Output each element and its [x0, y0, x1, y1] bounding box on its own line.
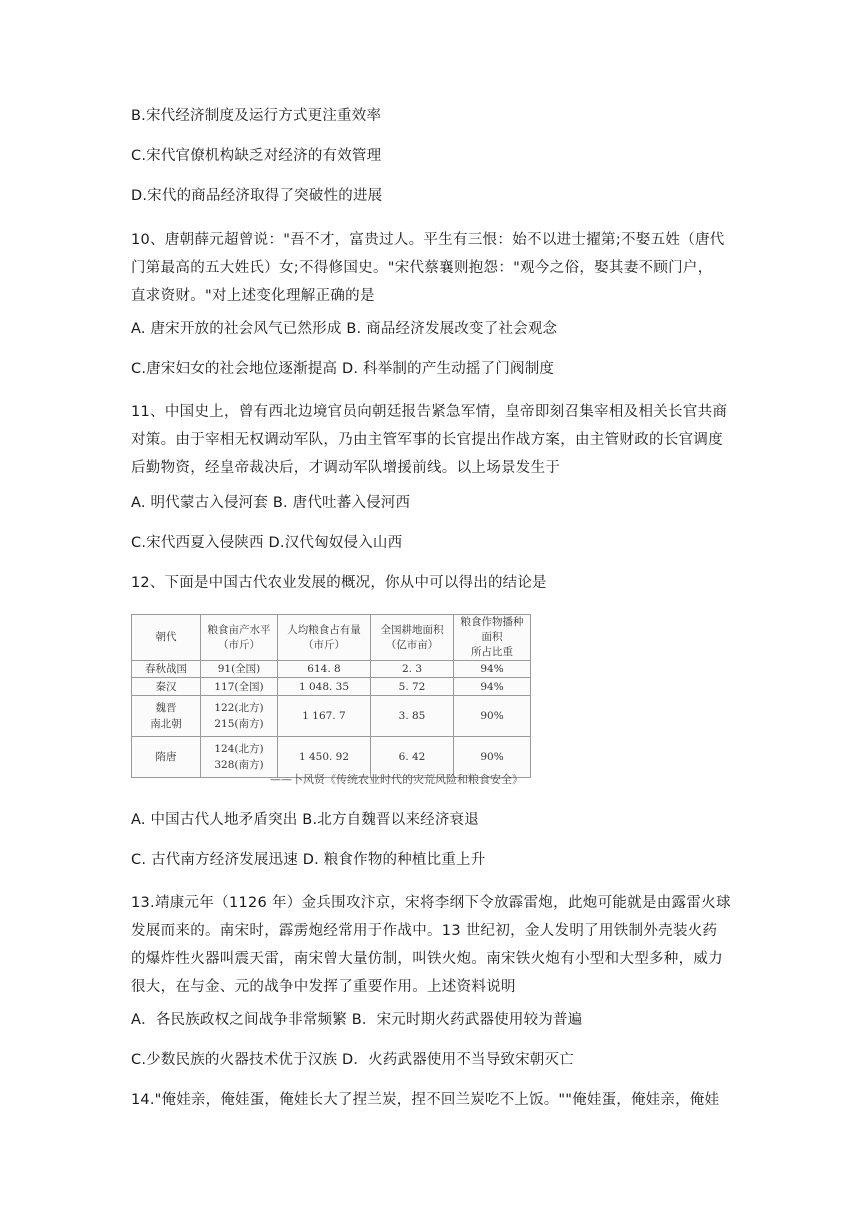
- cell-share: 94%: [454, 661, 531, 678]
- cell-share: 90%: [454, 696, 531, 737]
- cell-per-capita: 614. 8: [278, 661, 371, 678]
- cell-per-capita: 1 450. 92: [278, 737, 371, 778]
- question-11-stem: [131, 398, 741, 482]
- question-10-options-cd: C.唐宋妇女的社会地位逐渐提高 D. 科举制的产生动摇了门阀制度: [131, 361, 555, 377]
- cell-yield: 124(北方) 328(南方): [201, 737, 278, 778]
- question-10-line-2: 门第最高的五大姓氏）女;不得修国史。"宋代蔡襄则抱怨："观今之俗，娶其妻不顾门户，: [131, 260, 713, 276]
- question-10-line-3: 直求资财。"对上述变化理解正确的是: [131, 288, 375, 304]
- cell-dynasty: 秦汉: [132, 678, 201, 696]
- question-12-stem: 12、下面是中国古代农业发展的概况，你从中可以得出的结论是: [131, 575, 547, 591]
- table-row: [132, 661, 531, 678]
- question-11-options-cd: C.宋代西夏入侵陕西 D.汉代匈奴侵入山西: [131, 535, 403, 551]
- question-12-options-cd: C. 古代南方经济发展迅速 D. 粮食作物的种植比重上升: [131, 852, 486, 868]
- cell-area: 6. 42: [371, 737, 454, 778]
- question-13-stem: [131, 889, 741, 1001]
- question-14-line-1: 14."俺娃亲，俺娃蛋，俺娃长大了捏兰炭，捏不回兰炭吃不上饭。""俺娃蛋，俺娃亲，俺娃: [131, 1092, 720, 1108]
- cell-dynasty: 春秋战国: [132, 661, 201, 678]
- question-13-options-cd: C.少数民族的火器技术优于汉族 D．火药武器使用不当导致宋朝灭亡: [131, 1052, 574, 1068]
- cell-per-capita: 1 048. 35: [278, 678, 371, 696]
- question-11-line-2: 对策。由于宰相无权调动军队，乃由主管军事的长官提出作战方案，由主管财政的长官调度: [131, 432, 723, 448]
- question-11-line-3: 后勤物资，经皇帝裁决后，才调动军队增援前线。以上场景发生于: [131, 460, 561, 476]
- cell-area: 3. 85: [371, 696, 454, 737]
- table-row: [132, 696, 531, 737]
- question-13-line-3: 的爆炸性火器叫震天雷，南宋曾大量仿制，叫铁火炮。南宋铁火炮有小型和大型多种，威力: [131, 951, 723, 967]
- question-11-options-ab: A. 明代蒙古入侵河套 B. 唐代吐蕃入侵河西: [131, 495, 411, 511]
- option-c-line: C.宋代官僚机构缺乏对经济的有效管理: [131, 148, 382, 164]
- question-10-stem: [131, 226, 741, 310]
- question-13-line-2: 发展而来的。南宋时，霹雳炮经常用于作战中。13 世纪初，金人发明了用铁制外壳装火药: [131, 923, 718, 939]
- header-yield: 粮食亩产水平 （市斤）: [201, 615, 278, 661]
- option-b-line: B.宋代经济制度及运行方式更注重效率: [131, 108, 382, 124]
- agriculture-table-image: [131, 614, 531, 774]
- question-13-line-1: 13.靖康元年（1126 年）金兵围攻汴京，宋将李纲下令放霹雷炮，此炮可能就是由露雷火球: [131, 895, 731, 911]
- question-10-options-ab: A. 唐宋开放的社会风气已然形成 B. 商品经济发展改变了社会观念: [131, 321, 558, 337]
- cell-dynasty: 魏晋 南北朝: [132, 696, 201, 737]
- header-share: 粮食作物播种面积 所占比重: [454, 615, 531, 661]
- cell-yield: 117(全国): [201, 678, 278, 696]
- question-11-line-1: 11、中国史上，曾有西北边境官员向朝廷报告紧急军情，皇帝即刻召集宰相及相关长官共商: [131, 404, 728, 420]
- question-13-options-ab: A．各民族政权之间战争非常频繁 B．宋元时期火药武器使用较为普遍: [131, 1012, 583, 1028]
- question-13-line-4: 很大，在与金、元的战争中发挥了重要作用。上述资料说明: [131, 979, 516, 995]
- cell-share: 94%: [454, 678, 531, 696]
- cell-yield: 122(北方) 215(南方): [201, 696, 278, 737]
- cell-yield: 91(全国): [201, 661, 278, 678]
- question-10-line-1: 10、唐朝薛元超曾说："吾不才，富贵过人。平生有三恨：始不以进士擢第;不娶五姓（唐代: [131, 232, 725, 248]
- cell-area: 2. 3: [371, 661, 454, 678]
- header-dynasty: 朝代: [132, 615, 201, 661]
- cell-per-capita: 1 167. 7: [278, 696, 371, 737]
- table-row: [132, 678, 531, 696]
- question-12-options-ab: A. 中国古代人地矛盾突出 B.北方自魏晋以来经济衰退: [131, 812, 479, 828]
- header-area: 全国耕地面积 （亿市亩）: [371, 615, 454, 661]
- agriculture-table: [131, 614, 531, 778]
- table-header-row: [132, 615, 531, 661]
- cell-share: 90%: [454, 737, 531, 778]
- header-per-capita: 人均粮食占有量 （市斤）: [278, 615, 371, 661]
- option-d-line: D.宋代的商品经济取得了突破性的进展: [131, 188, 383, 204]
- cell-area: 5. 72: [371, 678, 454, 696]
- table-source-caption: ——卜风贤《传统农业时代的灾荒风险和粮食安全》: [270, 773, 523, 786]
- cell-dynasty: 隋唐: [132, 737, 201, 778]
